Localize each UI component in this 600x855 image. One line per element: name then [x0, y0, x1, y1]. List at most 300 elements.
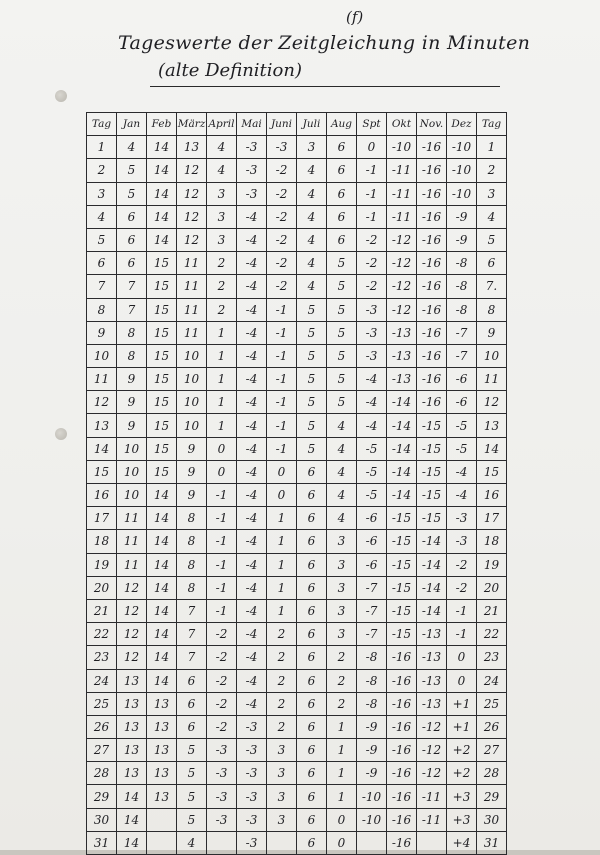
table-row [87, 275, 507, 298]
day-cell: 20 [87, 576, 117, 599]
value-cell: 2 [207, 298, 237, 321]
value-cell: +1 [447, 715, 477, 738]
day-cell: 30 [477, 808, 507, 831]
value-cell: -4 [447, 484, 477, 507]
value-cell: 12 [177, 205, 207, 228]
value-cell: 14 [147, 159, 177, 182]
value-cell: -16 [417, 252, 447, 275]
table-row [87, 785, 507, 808]
value-cell: -4 [357, 368, 387, 391]
day-cell: 26 [87, 715, 117, 738]
value-cell: 14 [147, 507, 177, 530]
value-cell: 6 [297, 507, 327, 530]
day-cell: 3 [477, 182, 507, 205]
value-cell: -4 [237, 646, 267, 669]
value-cell: -4 [237, 669, 267, 692]
value-cell: 0 [207, 460, 237, 483]
value-cell: -3 [237, 831, 267, 854]
value-cell: -16 [387, 739, 417, 762]
value-cell: 1 [267, 576, 297, 599]
value-cell [147, 831, 177, 854]
value-cell: 2 [267, 646, 297, 669]
value-cell: -2 [207, 715, 237, 738]
column-header: Juli [297, 113, 327, 136]
day-cell: 10 [477, 344, 507, 367]
value-cell: -6 [357, 507, 387, 530]
value-cell: -15 [387, 599, 417, 622]
value-cell: -5 [357, 437, 387, 460]
value-cell: 1 [327, 739, 357, 762]
value-cell: 6 [117, 252, 147, 275]
punch-hole-middle [55, 428, 67, 440]
value-cell: 1 [207, 321, 237, 344]
value-cell: 10 [117, 460, 147, 483]
value-cell: -3 [237, 762, 267, 785]
value-cell: 0 [447, 646, 477, 669]
value-cell: -7 [357, 576, 387, 599]
day-cell: 14 [87, 437, 117, 460]
value-cell: -10 [387, 136, 417, 159]
value-cell: 6 [297, 530, 327, 553]
value-cell: -16 [417, 136, 447, 159]
value-cell: 15 [147, 368, 177, 391]
column-header: März [177, 113, 207, 136]
value-cell: 13 [117, 715, 147, 738]
value-cell: -12 [387, 228, 417, 251]
value-cell: -10 [447, 159, 477, 182]
table-row [87, 228, 507, 251]
table-row [87, 437, 507, 460]
column-header: Okt [387, 113, 417, 136]
value-cell: -4 [357, 391, 387, 414]
value-cell: 12 [177, 159, 207, 182]
value-cell: 5 [327, 252, 357, 275]
table-row [87, 762, 507, 785]
value-cell: -15 [417, 507, 447, 530]
value-cell: -16 [417, 298, 447, 321]
day-cell: 7 [87, 275, 117, 298]
value-cell: 14 [147, 205, 177, 228]
value-cell: -4 [237, 576, 267, 599]
value-cell: 14 [117, 831, 147, 854]
day-cell: 6 [87, 252, 117, 275]
value-cell: -4 [237, 692, 267, 715]
value-cell: 15 [147, 391, 177, 414]
value-cell: -11 [387, 159, 417, 182]
value-cell: 5 [327, 321, 357, 344]
value-cell: -11 [387, 182, 417, 205]
value-cell: 2 [207, 275, 237, 298]
value-cell: 1 [207, 391, 237, 414]
value-cell: -2 [207, 692, 237, 715]
value-cell [357, 831, 387, 854]
value-cell: -3 [237, 715, 267, 738]
value-cell: -3 [267, 136, 297, 159]
value-cell: -6 [447, 368, 477, 391]
value-cell: 2 [327, 646, 357, 669]
value-cell: 13 [147, 762, 177, 785]
value-cell: 1 [267, 599, 297, 622]
value-cell: 5 [327, 344, 357, 367]
table-row [87, 159, 507, 182]
day-cell: 16 [87, 484, 117, 507]
value-cell: 14 [147, 669, 177, 692]
value-cell: 6 [297, 460, 327, 483]
day-cell: 17 [87, 507, 117, 530]
value-cell: -4 [237, 391, 267, 414]
value-cell [147, 808, 177, 831]
value-cell: -16 [417, 182, 447, 205]
value-cell: -14 [387, 484, 417, 507]
value-cell: -1 [207, 553, 237, 576]
day-cell: 22 [87, 623, 117, 646]
value-cell: -16 [417, 228, 447, 251]
table-row [87, 460, 507, 483]
column-header: Juni [267, 113, 297, 136]
value-cell: -1 [207, 507, 237, 530]
value-cell: +3 [447, 808, 477, 831]
equation-of-time-table [86, 112, 507, 855]
value-cell: -8 [447, 252, 477, 275]
value-cell: -2 [207, 669, 237, 692]
value-cell: 5 [297, 437, 327, 460]
day-cell: 25 [477, 692, 507, 715]
day-cell: 7. [477, 275, 507, 298]
value-cell: 6 [117, 228, 147, 251]
value-cell: -7 [357, 623, 387, 646]
day-cell: 24 [477, 669, 507, 692]
value-cell: -15 [387, 576, 417, 599]
day-cell: 17 [477, 507, 507, 530]
value-cell: 11 [177, 298, 207, 321]
table-row [87, 344, 507, 367]
value-cell: -8 [357, 669, 387, 692]
day-cell: 25 [87, 692, 117, 715]
value-cell: -2 [267, 205, 297, 228]
value-cell: 0 [327, 808, 357, 831]
value-cell: -16 [417, 321, 447, 344]
value-cell: -3 [237, 739, 267, 762]
value-cell: 8 [177, 507, 207, 530]
value-cell: -2 [207, 623, 237, 646]
value-cell: -1 [357, 205, 387, 228]
value-cell: 1 [327, 762, 357, 785]
value-cell: -7 [447, 321, 477, 344]
value-cell: -10 [447, 136, 477, 159]
table-row [87, 484, 507, 507]
value-cell: -15 [387, 507, 417, 530]
day-cell: 4 [477, 205, 507, 228]
value-cell: 10 [117, 437, 147, 460]
value-cell: -2 [357, 252, 387, 275]
value-cell: -4 [237, 484, 267, 507]
value-cell: 14 [147, 182, 177, 205]
value-cell: -5 [357, 484, 387, 507]
value-cell: -13 [387, 368, 417, 391]
value-cell: -1 [207, 530, 237, 553]
value-cell: -4 [237, 344, 267, 367]
value-cell: -4 [237, 437, 267, 460]
value-cell: -3 [207, 739, 237, 762]
day-cell: 18 [477, 530, 507, 553]
value-cell: -16 [387, 808, 417, 831]
value-cell: 14 [147, 228, 177, 251]
value-cell: -16 [387, 715, 417, 738]
value-cell: 8 [117, 321, 147, 344]
value-cell: -15 [417, 437, 447, 460]
value-cell: 15 [147, 414, 177, 437]
value-cell: -3 [447, 530, 477, 553]
value-cell: -1 [357, 182, 387, 205]
value-cell: 0 [267, 484, 297, 507]
value-cell: 8 [177, 576, 207, 599]
value-cell: 14 [147, 530, 177, 553]
value-cell: -4 [237, 507, 267, 530]
value-cell: 13 [147, 785, 177, 808]
column-header: Tag [477, 113, 507, 136]
value-cell: 3 [267, 808, 297, 831]
value-cell: -15 [417, 414, 447, 437]
value-cell: -14 [387, 414, 417, 437]
value-cell: -1 [447, 623, 477, 646]
value-cell: 14 [147, 484, 177, 507]
value-cell: 13 [117, 739, 147, 762]
value-cell: 15 [147, 252, 177, 275]
value-cell: -2 [207, 646, 237, 669]
value-cell: 8 [117, 344, 147, 367]
value-cell: 12 [117, 576, 147, 599]
day-cell: 20 [477, 576, 507, 599]
value-cell: -2 [267, 252, 297, 275]
table-row [87, 646, 507, 669]
value-cell: 12 [177, 182, 207, 205]
value-cell: 1 [207, 368, 237, 391]
value-cell: -3 [237, 808, 267, 831]
value-cell: 4 [177, 831, 207, 854]
value-cell: 6 [297, 576, 327, 599]
value-cell: -15 [417, 484, 447, 507]
value-cell: 6 [177, 669, 207, 692]
value-cell: 5 [327, 275, 357, 298]
value-cell [267, 831, 297, 854]
table-header-row [87, 113, 507, 136]
day-cell: 9 [87, 321, 117, 344]
value-cell: -2 [357, 275, 387, 298]
value-cell: 11 [117, 507, 147, 530]
value-cell: +3 [447, 785, 477, 808]
day-cell: 22 [477, 623, 507, 646]
value-cell: -16 [387, 692, 417, 715]
value-cell: 10 [177, 344, 207, 367]
value-cell: -1 [267, 414, 297, 437]
value-cell: 4 [117, 136, 147, 159]
value-cell: -6 [357, 530, 387, 553]
value-cell: 9 [117, 391, 147, 414]
value-cell: 14 [147, 599, 177, 622]
value-cell: -4 [237, 298, 267, 321]
value-cell: 3 [327, 623, 357, 646]
value-cell: 15 [147, 460, 177, 483]
value-cell: 2 [267, 669, 297, 692]
value-cell: 4 [297, 228, 327, 251]
value-cell: 10 [117, 484, 147, 507]
column-header: Jan [117, 113, 147, 136]
table-row [87, 414, 507, 437]
value-cell: 6 [297, 785, 327, 808]
table-row [87, 831, 507, 854]
value-cell: -12 [417, 715, 447, 738]
page-subtitle: (alte Definition) [158, 60, 302, 81]
value-cell: -4 [237, 530, 267, 553]
value-cell: 6 [297, 715, 327, 738]
value-cell: 15 [147, 437, 177, 460]
value-cell: -8 [447, 298, 477, 321]
value-cell: 7 [177, 623, 207, 646]
value-cell: 5 [177, 739, 207, 762]
value-cell: 1 [267, 507, 297, 530]
value-cell: -14 [387, 391, 417, 414]
value-cell: -11 [417, 808, 447, 831]
value-cell: 13 [147, 692, 177, 715]
value-cell: 2 [207, 252, 237, 275]
value-cell: 2 [327, 692, 357, 715]
day-cell: 13 [87, 414, 117, 437]
value-cell: -3 [207, 785, 237, 808]
value-cell: +2 [447, 762, 477, 785]
value-cell: -16 [417, 368, 447, 391]
value-cell: -16 [417, 275, 447, 298]
value-cell: 3 [267, 739, 297, 762]
value-cell: 3 [327, 599, 357, 622]
value-cell: 6 [297, 646, 327, 669]
value-cell: 0 [267, 460, 297, 483]
value-cell: -9 [357, 715, 387, 738]
value-cell: 12 [117, 599, 147, 622]
value-cell: -11 [417, 785, 447, 808]
value-cell: 6 [297, 669, 327, 692]
table-row [87, 391, 507, 414]
value-cell: -1 [447, 599, 477, 622]
day-cell: 1 [87, 136, 117, 159]
value-cell: 0 [207, 437, 237, 460]
value-cell: -2 [267, 159, 297, 182]
value-cell: 12 [177, 228, 207, 251]
table-row [87, 599, 507, 622]
day-cell: 12 [477, 391, 507, 414]
table-row [87, 808, 507, 831]
value-cell: 6 [327, 182, 357, 205]
value-cell: 7 [177, 599, 207, 622]
column-header: Dez [447, 113, 477, 136]
value-cell: -9 [357, 762, 387, 785]
value-cell: 6 [297, 553, 327, 576]
value-cell: 3 [267, 785, 297, 808]
value-cell: -15 [387, 623, 417, 646]
day-cell: 24 [87, 669, 117, 692]
value-cell: 11 [177, 252, 207, 275]
value-cell: 6 [297, 692, 327, 715]
value-cell: -9 [357, 739, 387, 762]
value-cell: 5 [327, 298, 357, 321]
day-cell: 14 [477, 437, 507, 460]
value-cell: 3 [207, 182, 237, 205]
day-cell: 27 [477, 739, 507, 762]
value-cell: 0 [447, 669, 477, 692]
value-cell: -2 [267, 275, 297, 298]
value-cell: 6 [297, 599, 327, 622]
value-cell: -2 [357, 228, 387, 251]
value-cell: 1 [207, 344, 237, 367]
value-cell: 14 [117, 785, 147, 808]
value-cell: -1 [267, 321, 297, 344]
value-cell: 14 [147, 623, 177, 646]
value-cell: 4 [297, 252, 327, 275]
value-cell: -2 [447, 553, 477, 576]
value-cell: 4 [207, 136, 237, 159]
value-cell: -16 [387, 831, 417, 854]
value-cell: 1 [207, 414, 237, 437]
value-cell: 6 [297, 739, 327, 762]
value-cell: -4 [237, 623, 267, 646]
value-cell: 0 [327, 831, 357, 854]
value-cell: -6 [357, 553, 387, 576]
day-cell: 10 [87, 344, 117, 367]
table-row [87, 205, 507, 228]
value-cell: -10 [357, 808, 387, 831]
value-cell: -1 [207, 484, 237, 507]
day-cell: 13 [477, 414, 507, 437]
column-header: Aug [327, 113, 357, 136]
day-cell: 19 [477, 553, 507, 576]
day-cell: 15 [87, 460, 117, 483]
value-cell: 6 [297, 831, 327, 854]
value-cell: 4 [297, 275, 327, 298]
day-cell: 4 [87, 205, 117, 228]
value-cell: -1 [207, 599, 237, 622]
table-row [87, 623, 507, 646]
day-cell: 30 [87, 808, 117, 831]
value-cell: -15 [387, 553, 417, 576]
value-cell: 1 [267, 530, 297, 553]
table-row [87, 321, 507, 344]
value-cell: -14 [387, 460, 417, 483]
value-cell: -3 [237, 182, 267, 205]
table-row [87, 252, 507, 275]
value-cell: 4 [297, 205, 327, 228]
value-cell: -6 [447, 391, 477, 414]
value-cell: 6 [297, 808, 327, 831]
value-cell: 5 [327, 368, 357, 391]
value-cell: 10 [177, 368, 207, 391]
day-cell: 29 [87, 785, 117, 808]
value-cell: -16 [417, 391, 447, 414]
value-cell: -12 [417, 762, 447, 785]
value-cell: -11 [387, 205, 417, 228]
day-cell: 23 [477, 646, 507, 669]
table-row [87, 692, 507, 715]
value-cell: 6 [327, 136, 357, 159]
value-cell: 13 [117, 762, 147, 785]
day-cell: 29 [477, 785, 507, 808]
value-cell: -4 [237, 460, 267, 483]
value-cell: -9 [447, 205, 477, 228]
value-cell: -3 [207, 762, 237, 785]
value-cell: -16 [387, 646, 417, 669]
day-cell: 12 [87, 391, 117, 414]
value-cell: 9 [177, 437, 207, 460]
value-cell: -5 [447, 437, 477, 460]
table-row [87, 739, 507, 762]
